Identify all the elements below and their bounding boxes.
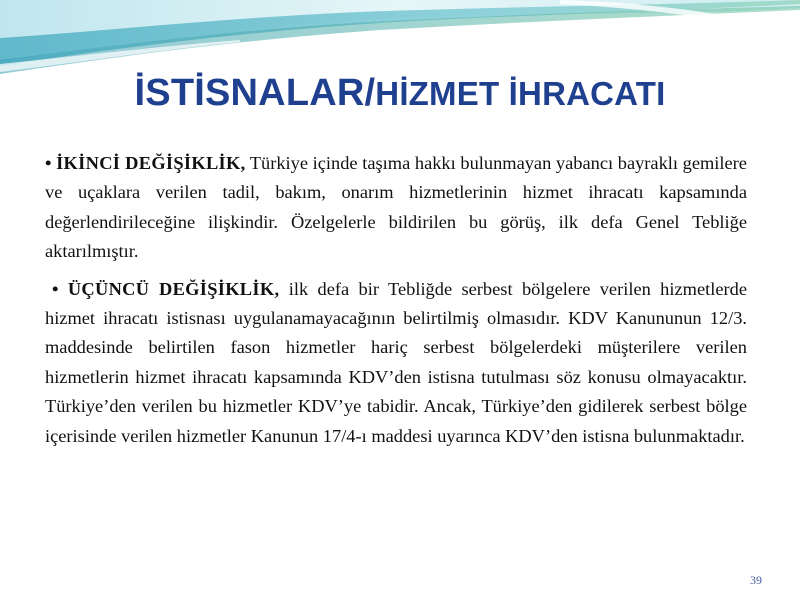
paragraph-lead: İKİNCİ DEĞİŞİKLİK,: [56, 153, 246, 173]
paragraph-lead: ÜÇÜNCÜ DEĞİŞİKLİK,: [67, 278, 280, 299]
bullet-point-icon: •: [52, 278, 59, 299]
slide-body: [45, 149, 747, 451]
paragraph-ucuncu-degisiklik: [45, 275, 747, 451]
paragraph-text: ilk defa bir Tebliğde serbest bölgelere verilen hizmetlerde hizmet ihracatı istisnası uygulanamayacağının belirtilmiş olmasıdır. KDV Kanununun 12/3. maddesinde belirtilen fason hizmetler hariç serbest bölgelerdeki müşterilere verilen hizmetlerin hizmet ihracatı kapsamında KDV’den istisna tutulması söz konusu olmayacaktır. Türkiye’den verilen bu hizmetler KDV’ye tabidir. Ancak, Türkiye’den gidilerek serbest bölge içerisinde verilen hizmetler Kanunun 17/4-ı maddesi uyarınca KDV’den istisna bulunmaktadır.: [45, 278, 747, 446]
bullet-point-icon: •: [45, 153, 52, 173]
slide-title-part2: HİZMET İHRACATI: [375, 75, 666, 112]
slide-title-part1: İSTİSNALAR/: [134, 72, 376, 114]
paragraph-text: Türkiye içinde taşıma hakkı bulunmayan yabancı bayraklı gemilere ve uçaklara verilen tadil, bakım, onarım hizmetlerinin hizmet ihracatı kapsamında değerlendirileceğine ilişkindir. Özelgelerle bildirilen bu görüş, ilk defa Genel Tebliğe aktarılmıştır.: [45, 153, 747, 262]
slide-title: [0, 72, 800, 115]
page-number: 39: [750, 573, 762, 587]
paragraph-ikinci-degisiklik: [45, 149, 747, 267]
